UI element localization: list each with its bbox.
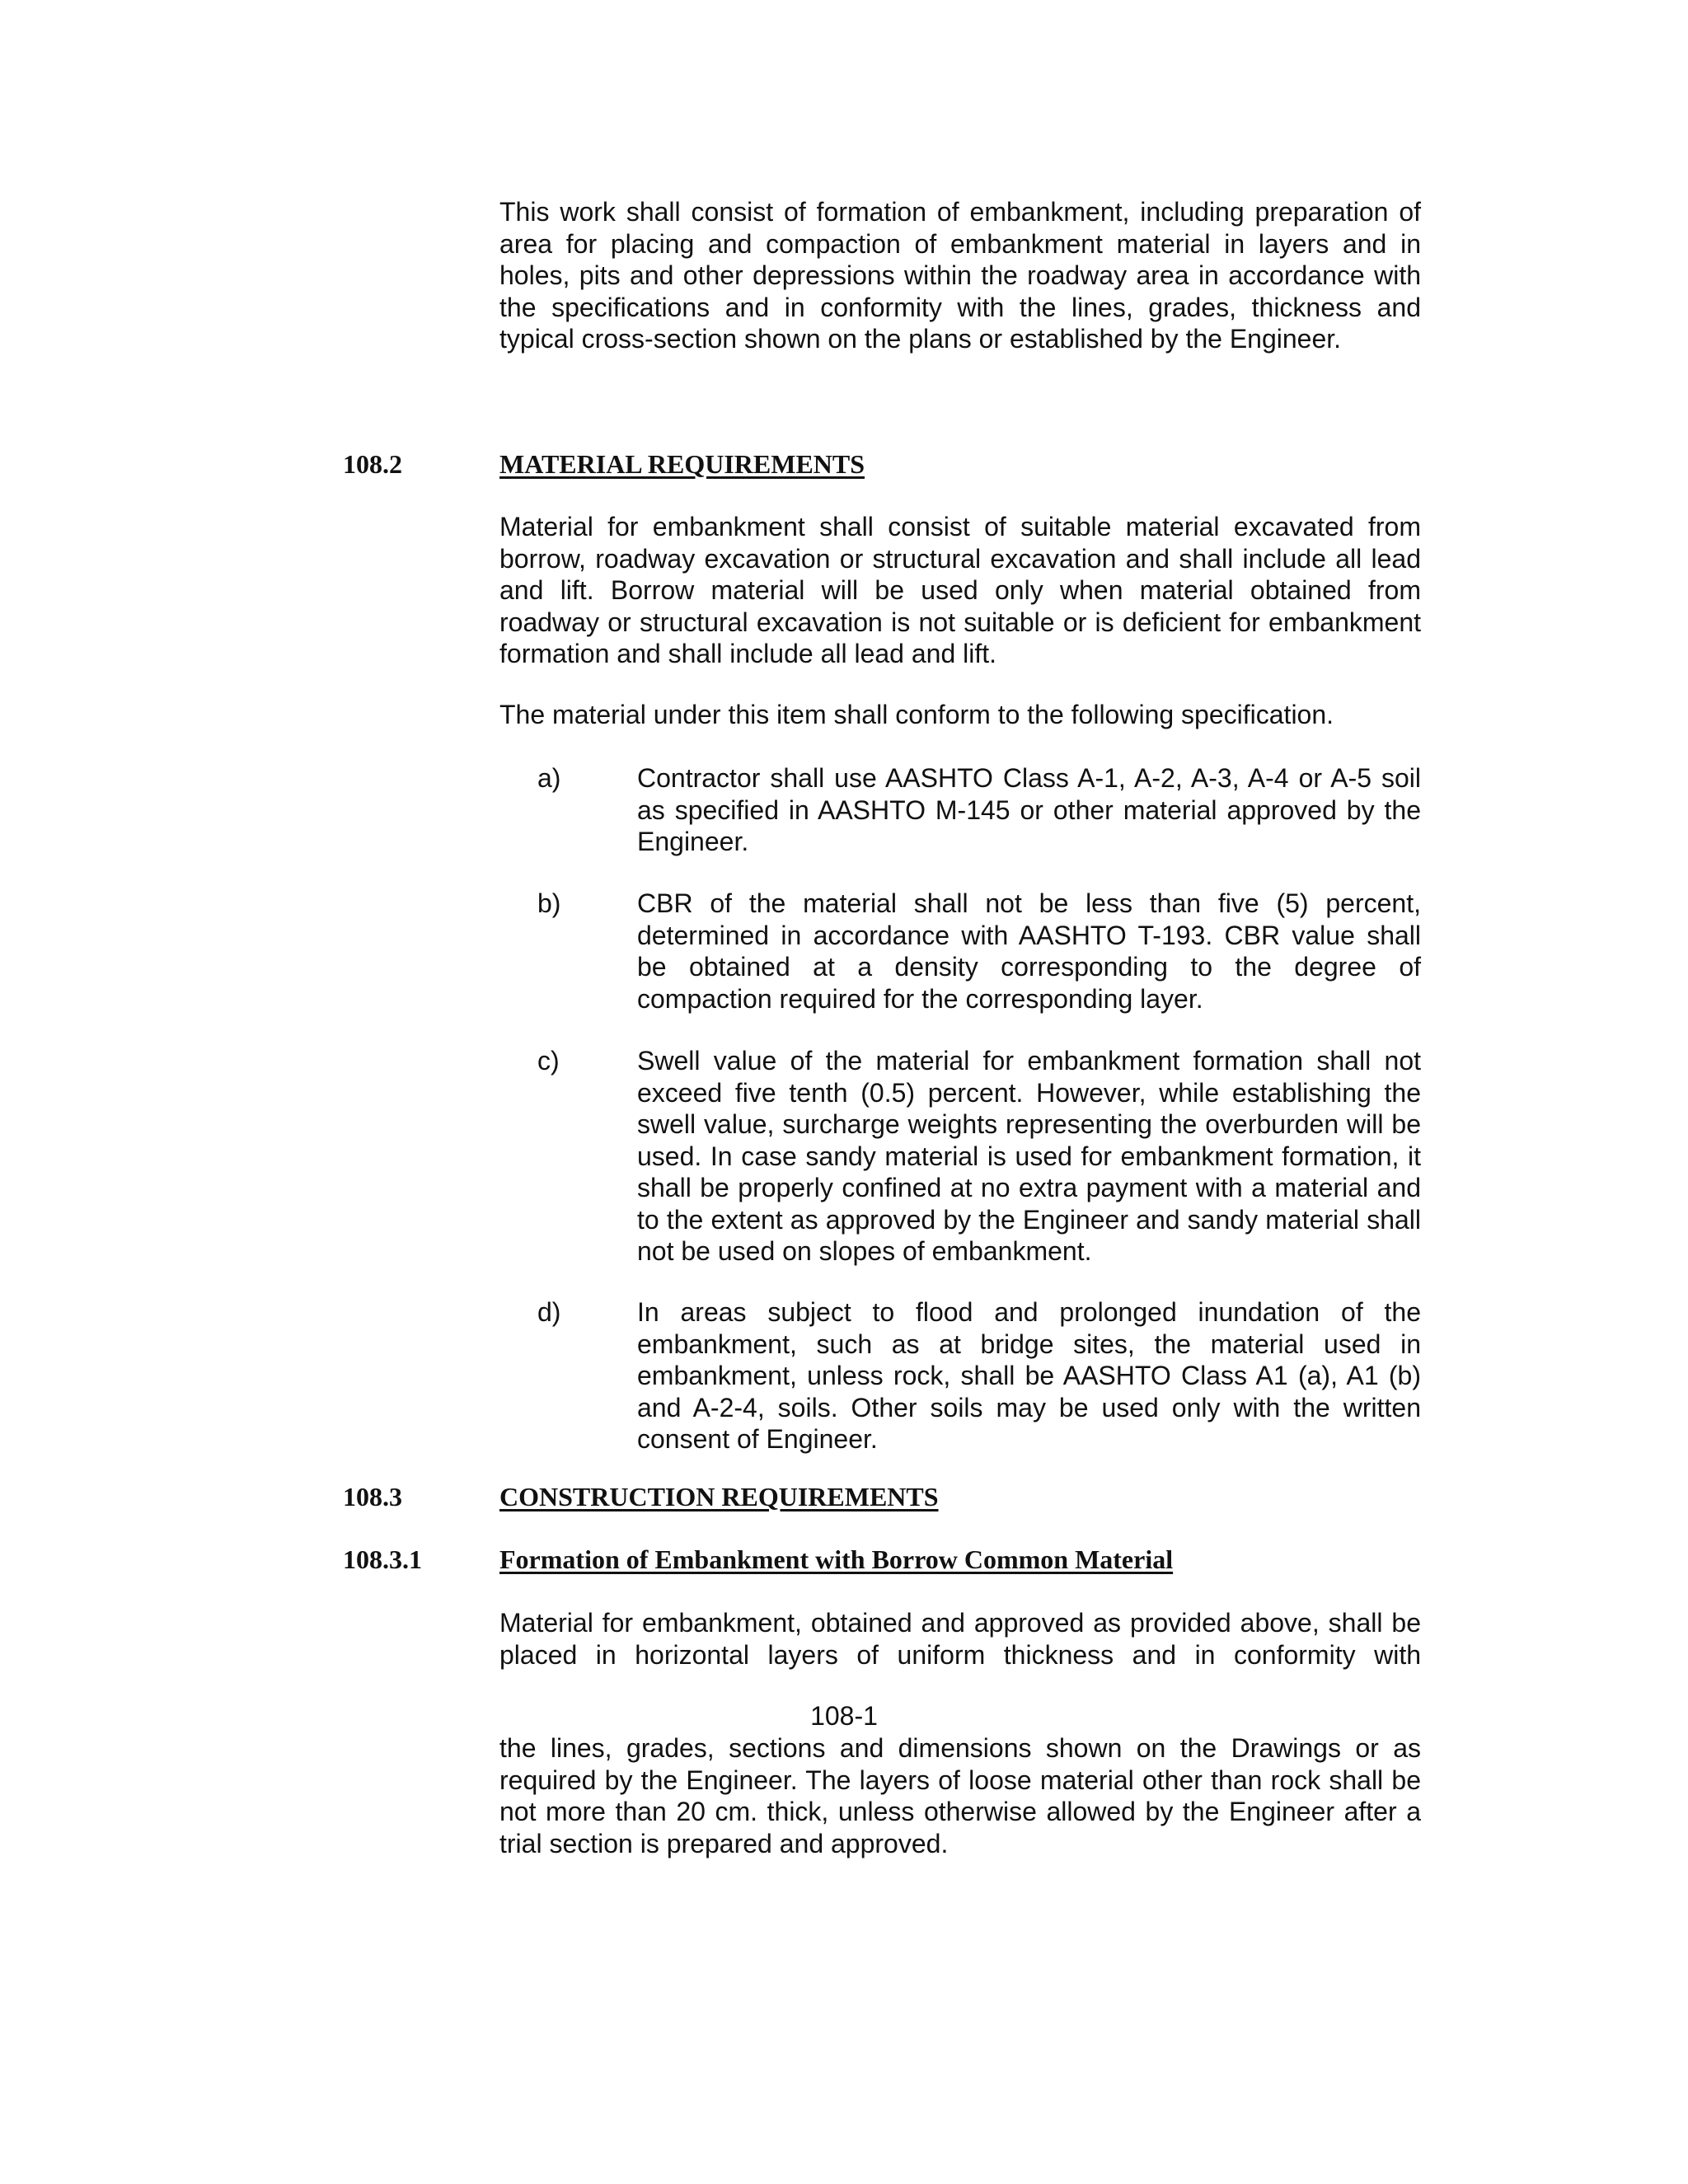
section-108-3-1-paragraph-2: the lines, grades, sections and dimensions shown on the Drawings or as required by the Engineer. The layers of loose material other than rock shall be not more than 20 cm. thick, unless otherwise allowed by the Engineer after a trial section is prepared and approved. [499, 1733, 1421, 1858]
list-item-d-label: d) [537, 1297, 561, 1327]
section-108-3-1-number: 108.3.1 [343, 1544, 422, 1574]
section-108-2-paragraph-2: The material under this item shall conform to the following specification. [499, 700, 1334, 729]
section-108-2-title: MATERIAL REQUIREMENTS [499, 449, 865, 479]
page-number: 108-1 [810, 1701, 878, 1731]
section-108-3-1-paragraph-1: Material for embankment, obtained and approved as provided above, shall be placed in horizontal layers of uniform thickness and in conformity with [499, 1608, 1421, 1670]
list-item-a-text: Contractor shall use AASHTO Class A-1, A-2, A-3, A-4 or A-5 soil as specified in AASHTO M-145 or other material approved by the Engineer. [637, 763, 1421, 856]
list-item-c-label: c) [537, 1046, 560, 1076]
intro-paragraph: This work shall consist of formation of embankment, including preparation of area for placing and compaction of embankment material in layers and in holes, pits and other depressions within the roadway area in accordance with the specifications and in conformity with the lines, grades, thickness and typical cross-section shown on the plans or established by the Engineer. [499, 197, 1421, 354]
section-108-3-title: CONSTRUCTION REQUIREMENTS [499, 1482, 939, 1511]
section-108-3-number: 108.3 [343, 1482, 402, 1511]
section-108-2-number: 108.2 [343, 449, 402, 479]
list-item-b-label: b) [537, 888, 561, 918]
section-108-2-paragraph-1: Material for embankment shall consist of suitable material excavated from borrow, roadway excavation or structural excavation and shall include all lead and lift. Borrow material will be used only when material obtained from roadway or structural excavation is not suitable or is deficient for embankment formation and shall include all lead and lift. [499, 512, 1421, 668]
section-108-3-1-title: Formation of Embankment with Borrow Common Material [499, 1544, 1174, 1574]
list-item-a-label: a) [537, 763, 561, 793]
list-item-b-text: CBR of the material shall not be less than five (5) percent, determined in accordance with AASHTO T-193. CBR value shall be obtained at a density corresponding to the degree of compaction required for the corresponding layer. [637, 888, 1421, 1014]
list-item-c-text: Swell value of the material for embankment formation shall not exceed five tenth (0.5) percent. However, while establishing the swell value, surcharge weights representing the overburden will be used. In case sandy material is used for embankment formation, it shall be properly confined at no extra payment with a material and to the extent as approved by the Engineer and sandy material shall not be used on slopes of embankment. [637, 1046, 1421, 1266]
list-item-d-text: In areas subject to flood and prolonged inundation of the embankment, such as at bridge sites, the material used in embankment, unless rock, shall be AASHTO Class A1 (a), A1 (b) and A-2-4, soils. Other soils may be used only with the written consent of Engineer. [637, 1297, 1421, 1454]
